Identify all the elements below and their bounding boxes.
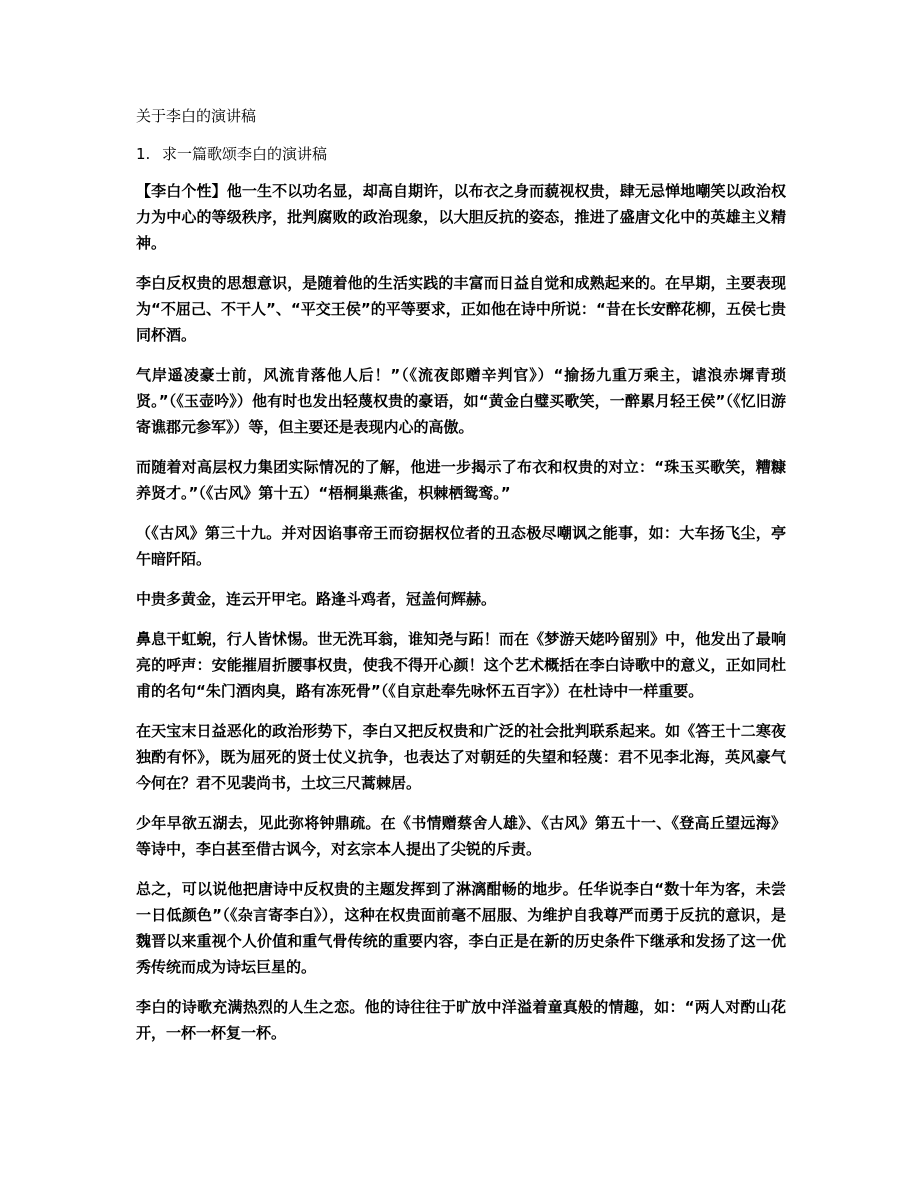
paragraph-criticism-emperor: 少年早欲五湖去，见此弥将钟鼎疏。在《书情赠蔡舍人雄》、《古风》第五十一、《登高丘望远海》等诗中，李白甚至借古讽今，对玄宗本人提出了尖锐的斥责。: [136, 814, 786, 858]
paragraph-dream-tianmu: 鼻息干虹蜺，行人皆怵惕。世无洗耳翁，谁知尧与跖！而在《梦游天姥吟留别》中，他发出了最响亮的呼声：安能摧眉折腰事权贵，使我不得开心颜！这个艺术概括在李白诗歌中的意义，正如同杜甫的名句“朱门酒肉臭，路有冻死骨”（《自京赴奉先咏怀五百字》）在杜诗中一样重要。: [136, 630, 786, 700]
section-heading-text: 求一篇歌颂李白的演讲稿: [162, 145, 328, 163]
paragraph-pride: 气岸遥凌豪士前，风流肯落他人后！”（《流夜郎赠辛判官》）“揄扬九重万乘主，谑浪赤墀青琐贤。”（《玉壶吟》）他有时也发出轻蔑权贵的豪语，如“黄金白璧买歌笑，一醉累月轻王侯”（《忆旧游寄谯郡元参军》）等，但主要还是表现内心的高傲。: [136, 366, 786, 436]
document-page: [136, 104, 786, 1060]
paragraph-love-of-life: 李白的诗歌充满热烈的人生之恋。他的诗往往于旷放中洋溢着童真般的情趣，如：“两人对酌山花开，一杯一杯复一杯。: [136, 998, 786, 1042]
paragraph-li-bai-personality: 【李白个性】他一生不以功名显，却高自期许，以布衣之身而藐视权贵，肆无忌惮地嘲笑以政治权力为中心的等级秩序，批判腐败的政治现象，以大胆反抗的姿态，推进了盛唐文化中的英雄主义精神。: [136, 182, 786, 252]
paragraph-conclusion: 总之，可以说他把唐诗中反权贵的主题发挥到了淋漓酣畅的地步。任华说李白“数十年为客，未尝一日低颜色”（《杂言寄李白》），这种在权贵面前毫不屈服、为维护自我尊严而勇于反抗的意识，是魏晋以来重视个人价值和重气骨传统的重要内容，李白正是在新的历史条件下继承和发扬了这一优秀传统而成为诗坛巨星的。: [136, 880, 786, 976]
section-number: 1.: [136, 145, 151, 163]
paragraph-gufeng-39: （《古风》第三十九。并对因谄事帝王而窃据权位者的丑态极尽嘲讽之能事，如：大车扬飞尘，亭午暗阡陌。: [136, 524, 786, 568]
paragraph-opposition: 而随着对高层权力集团实际情况的了解，他进一步揭示了布衣和权贵的对立：“珠玉买歌笑，糟糠养贤才。”（《古风》第十五）“梧桐巢燕雀，枳棘栖鸳鸾。”: [136, 458, 786, 502]
document-title: 关于李白的演讲稿: [136, 107, 257, 125]
paragraph-tianbao-politics: 在天宝末日益恶化的政治形势下，李白又把反权贵和广泛的社会批判联系起来。如《答王十二寒夜独酌有怀》，既为屈死的贤士仗义抗争，也表达了对朝廷的失望和轻蔑：君不见李北海，英风豪气今何在？君不见裴尚书，土坟三尺蒿棘居。: [136, 722, 786, 792]
paragraph-eunuchs: 中贵多黄金，连云开甲宅。路逢斗鸡者，冠盖何辉赫。: [136, 590, 497, 608]
paragraph-anti-authority-early: 李白反权贵的思想意识，是随着他的生活实践的丰富而日益自觉和成熟起来的。在早期，主要表现为“不屈己、不干人”、“平交王侯”的平等要求，正如他在诗中所说：“昔在长安醉花柳，五侯七贵同杯酒。: [136, 274, 786, 344]
section-heading: [136, 142, 786, 166]
